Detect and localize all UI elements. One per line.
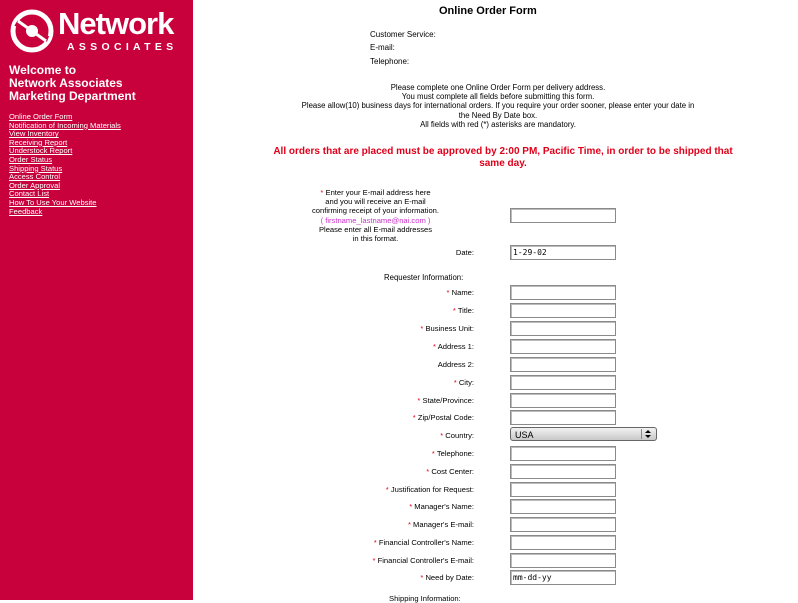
zip-postal-code-label: * Zip/Postal Code: [412, 413, 474, 422]
requester-information-heading: Requester Information: [384, 273, 464, 282]
address-2-input[interactable] [510, 357, 616, 372]
telephone-contact-label: Telephone: [370, 57, 410, 66]
state-province-input[interactable] [510, 393, 616, 408]
country-selected-value: USA [515, 430, 534, 440]
required-asterisk: * [452, 306, 456, 315]
nav-link-how-to-use-your-website[interactable]: How To Use Your Website [9, 197, 97, 207]
justification-label: * Justification for Request: [385, 485, 474, 494]
city-input[interactable] [510, 375, 616, 390]
nav-link-understock-report[interactable]: Understock Report [9, 146, 73, 156]
required-asterisk: * [385, 485, 389, 494]
email-format-example: ( firstname_lastname@nai.com ) [320, 215, 431, 225]
state-province-label: * State/Province: [417, 396, 474, 405]
main-content [193, 0, 798, 603]
customer-service-label: Customer Service: [370, 30, 436, 39]
country-label: * Country: [440, 431, 474, 440]
nav-link-receiving-report[interactable]: Receiving Report [9, 137, 68, 147]
instruction-line: Please complete one Online Order Form per delivery address. [390, 83, 606, 92]
sidebar-nav [9, 113, 191, 216]
justification-input[interactable] [510, 482, 616, 497]
financial-controller-name-input[interactable] [510, 535, 616, 550]
business-unit-input[interactable] [510, 321, 616, 336]
required-asterisk: * [372, 556, 376, 565]
country-select[interactable] [510, 427, 657, 441]
managers-name-input[interactable] [510, 499, 616, 514]
cutoff-warning: All orders that are placed must be approved by 2:00 PM, Pacific Time, in order to be shipped that same day. [273, 146, 733, 169]
managers-email-label: * Manager's E-mail: [407, 520, 474, 529]
email-note-line: in this format. [352, 234, 399, 244]
instruction-line: All fields with red (*) asterisks are mandatory. [420, 119, 576, 129]
financial-controller-email-label: * Financial Controller's E-mail: [372, 556, 474, 565]
city-label: * City: [453, 378, 474, 387]
managers-name-label: * Manager's Name: [409, 502, 474, 511]
zip-postal-code-input[interactable] [510, 410, 616, 425]
date-input[interactable] [510, 245, 616, 260]
logo-subtitle: ASSOCIATES [67, 41, 178, 53]
email-note-line: and you will receive an E-mail [325, 197, 426, 207]
address-1-label: * Address 1: [433, 342, 474, 351]
required-asterisk: * [417, 396, 421, 405]
required-asterisk: * [453, 378, 457, 387]
need-by-date-label: * Need by Date: [420, 573, 474, 582]
name-input[interactable] [510, 285, 616, 300]
email-note-line: confirming receipt of your information. [311, 206, 440, 216]
nav-link-order-status[interactable]: Order Status [9, 154, 53, 164]
welcome-line: Welcome to [9, 63, 77, 77]
email-note-line: Enter your E-mail address here [325, 188, 431, 197]
nav-link-access-control[interactable]: Access Control [9, 172, 61, 182]
email-contact-label: E-mail: [370, 43, 395, 52]
nav-link-view-inventory[interactable]: View Inventory [9, 129, 59, 139]
required-asterisk: * [412, 413, 416, 422]
logo-swirl-icon [10, 9, 54, 53]
instruction-line: Please allow(10) business days for international orders. If you require your order sooner, please enter your date in [301, 101, 695, 111]
instruction-line: the Need By Date box. [458, 110, 538, 120]
date-label: Date: [455, 248, 474, 257]
telephone-label: * Telephone: [431, 449, 474, 458]
required-asterisk: * [320, 188, 324, 197]
cost-center-input[interactable] [510, 464, 616, 479]
required-asterisk: * [373, 538, 377, 547]
required-asterisk: * [409, 502, 413, 511]
cost-center-label: * Cost Center: [426, 467, 474, 476]
page-title: Online Order Form [439, 5, 537, 17]
financial-controller-name-label: * Financial Controller's Name: [373, 538, 474, 547]
business-unit-label: * Business Unit: [420, 324, 474, 333]
required-asterisk: * [440, 431, 444, 440]
welcome-heading [9, 64, 189, 103]
nav-link-online-order-form[interactable]: Online Order Form [9, 112, 73, 121]
welcome-line: Network Associates [9, 76, 123, 90]
required-asterisk: * [433, 342, 436, 351]
need-by-date-input[interactable] [510, 570, 616, 585]
name-label: * Name: [446, 288, 474, 297]
telephone-input[interactable] [510, 446, 616, 461]
select-arrows-icon [641, 429, 654, 439]
nav-link-order-approval[interactable]: Order Approval [9, 180, 61, 190]
financial-controller-email-input[interactable] [510, 553, 616, 568]
required-asterisk: * [407, 520, 411, 529]
instruction-line: You must complete all fields before submitting this form. [401, 92, 595, 102]
address-1-input[interactable] [510, 339, 616, 354]
confirmation-email-input[interactable] [510, 208, 616, 223]
title-input[interactable] [510, 303, 616, 318]
logo-wordmark: Network [58, 6, 174, 41]
required-asterisk: * [420, 324, 424, 333]
required-asterisk: * [446, 288, 450, 297]
title-label: * Title: [452, 306, 474, 315]
shipping-information-heading: Shipping Information: [389, 594, 461, 603]
email-instructions [293, 188, 458, 243]
nav-link-feedback[interactable]: Feedback [9, 206, 43, 216]
instructions [253, 83, 743, 129]
address-2-label: Address 2: [437, 360, 474, 369]
welcome-line: Marketing Department [9, 89, 136, 103]
sidebar [0, 0, 193, 600]
network-associates-logo[interactable] [8, 8, 186, 56]
required-asterisk: * [431, 449, 435, 458]
managers-email-input[interactable] [510, 517, 616, 532]
nav-link-contact-list[interactable]: Contact List [9, 189, 50, 199]
required-asterisk: * [426, 467, 430, 476]
nav-link-shipping-status[interactable]: Shipping Status [9, 163, 63, 173]
nav-link-notification-of-incoming-materials[interactable]: Notification of Incoming Materials [9, 120, 121, 130]
required-asterisk: * [420, 573, 424, 582]
email-note-line: Please enter all E-mail addresses [318, 224, 433, 234]
